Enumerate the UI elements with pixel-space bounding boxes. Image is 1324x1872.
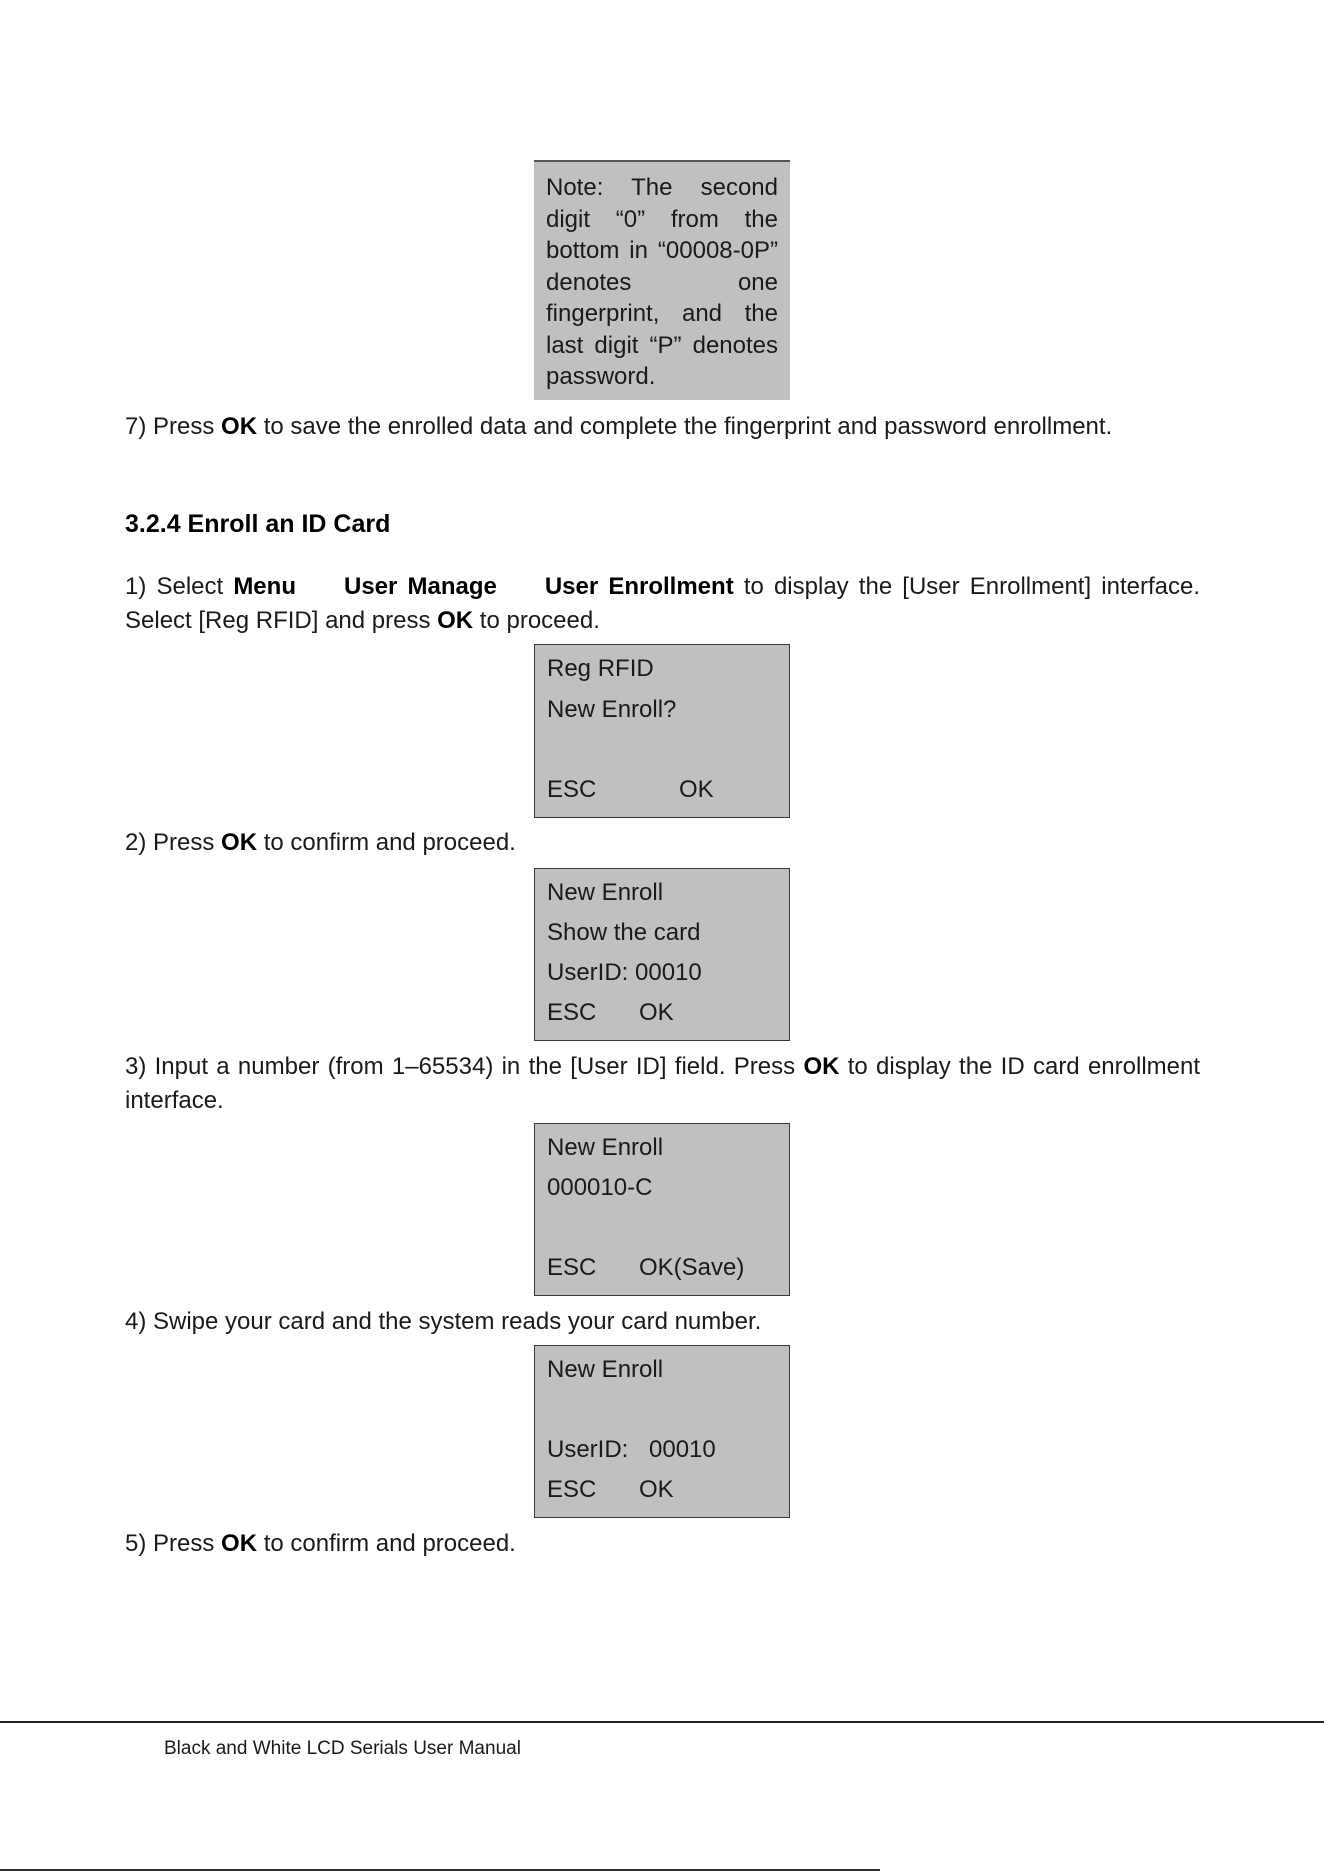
step-7 <box>125 410 1200 444</box>
step-2-ok: OK <box>221 829 258 856</box>
bottom-edge-rule <box>0 1869 880 1871</box>
lcd-ok-save-label: OK(Save) <box>639 1254 745 1281</box>
lcd-ok-label: OK <box>639 999 674 1026</box>
section-heading: 3.2.4 Enroll an ID Card <box>125 510 391 538</box>
lcd-esc-label: ESC <box>547 999 597 1026</box>
step-1-text-b: to display the [User Enrollment] interface. Select [Reg RFID] and press <box>125 573 1200 634</box>
lcd-screen-confirm <box>534 1345 790 1518</box>
step-5-text-a: 5) Press <box>125 1530 222 1557</box>
note-box <box>534 160 790 400</box>
step-1 <box>125 570 1200 638</box>
lcd-line-2: New Enroll? <box>547 696 677 723</box>
lcd-userid-label: UserID: <box>547 1436 629 1463</box>
step-5-ok: OK <box>221 1530 258 1557</box>
lcd-line-1: Reg RFID <box>547 655 654 682</box>
step-3-text-a: 3) Input a number (from 1–65534) in the [User ID] field. Press <box>125 1053 804 1080</box>
step-7-ok: OK <box>221 413 258 440</box>
step-1-text-c: to proceed. <box>473 607 600 634</box>
step-2-text-a: 2) Press <box>125 829 222 856</box>
step-7-text-c: to save the enrolled data and complete the fingerprint and password enrollment. <box>257 413 1113 440</box>
lcd-screen-reg-rfid <box>534 644 790 818</box>
step-5-text-c: to confirm and proceed. <box>257 1530 516 1557</box>
lcd-userid-value: 00010 <box>649 1436 716 1463</box>
footer-title: Black and White LCD Serials User Manual <box>164 1738 521 1759</box>
lcd-screen-show-card <box>534 868 790 1041</box>
step-1-user-manage: User Manage <box>343 573 497 600</box>
lcd-ok-label: OK <box>679 776 714 803</box>
step-3 <box>125 1050 1200 1118</box>
lcd-line-1: New Enroll <box>547 879 664 906</box>
step-2-text-c: to confirm and proceed. <box>257 829 516 856</box>
step-4: 4) Swipe your card and the system reads your card number. <box>125 1308 762 1335</box>
step-3-ok: OK <box>803 1053 840 1080</box>
step-1-user-enrollment: User Enrollment <box>544 573 734 600</box>
footer-divider <box>0 1721 1324 1723</box>
lcd-line-1: New Enroll <box>547 1356 664 1383</box>
lcd-line-3: UserID: 00010 <box>547 959 702 986</box>
lcd-screen-save <box>534 1123 790 1296</box>
step-5 <box>125 1527 1200 1561</box>
lcd-esc-label: ESC <box>547 1476 597 1503</box>
step-1-ok: OK <box>437 607 474 634</box>
lcd-esc-label: ESC <box>547 1254 597 1281</box>
step-3-text-c: to display the ID card enrollment interface. <box>125 1053 1201 1114</box>
step-7-text-a: 7) Press <box>125 413 222 440</box>
step-1-text-a: 1) Select <box>125 573 234 600</box>
lcd-esc-label: ESC <box>547 776 597 803</box>
lcd-line-2: 000010-C <box>547 1174 653 1201</box>
lcd-line-1: New Enroll <box>547 1134 664 1161</box>
step-2 <box>125 826 1200 860</box>
lcd-line-2: Show the card <box>547 919 701 946</box>
lcd-ok-label: OK <box>639 1476 674 1503</box>
note-text: Note: The second digit “0” from the bottom in “00008-0P” denotes one fingerprint, and the last digit “P” denotes password. <box>546 174 778 390</box>
step-1-menu: Menu <box>233 573 296 600</box>
